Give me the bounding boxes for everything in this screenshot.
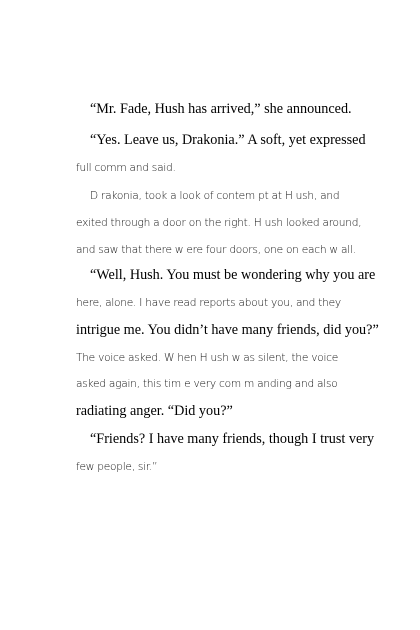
text-line: “Yes. Leave us, Drakonia.” A soft, yet expressed xyxy=(90,132,366,148)
text-line: D rakonia, took a look of contem pt at H ush, and xyxy=(90,190,340,202)
text-line: “Well, Hush. You must be wondering why you are xyxy=(90,267,376,283)
text-line: “Friends? I have many friends, though I trust very xyxy=(90,431,375,447)
text-line: The voice asked. W hen H ush w as silent, the voice xyxy=(76,352,338,364)
text-line: “Mr. Fade, Hush has arrived,” she announced. xyxy=(90,101,352,117)
text-line: and saw that there w ere four doors, one on each w all. xyxy=(76,244,356,256)
text-line: few people, sir.” xyxy=(76,461,158,473)
text-line: asked again, this tim e very com m anding and also xyxy=(76,378,338,390)
text-line: exited through a door on the right. H ush looked around, xyxy=(76,217,362,229)
text-line: radiating anger. “Did you?” xyxy=(76,403,233,419)
text-line: here, alone. I have read reports about you, and they xyxy=(76,297,341,309)
text-line: full comm and said. xyxy=(76,162,176,174)
text-line: intrigue me. You didn’t have many friends, did you?” xyxy=(76,322,379,338)
